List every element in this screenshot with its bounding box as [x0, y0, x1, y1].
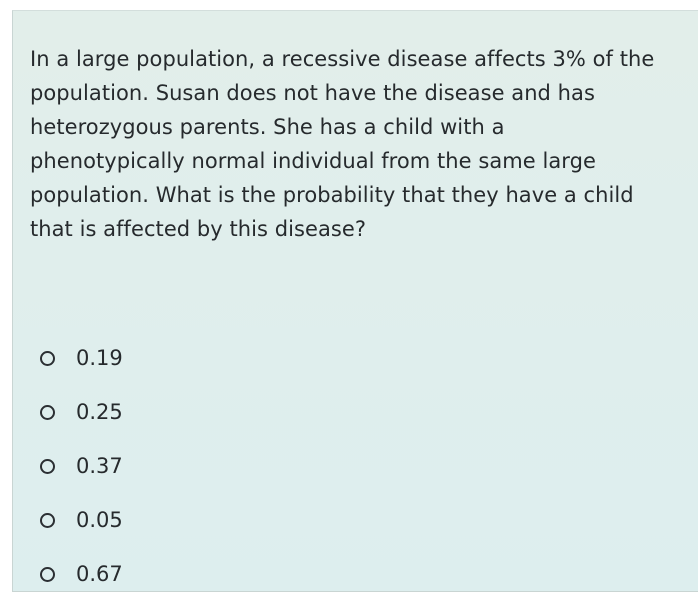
question-line: heterozygous parents. She has a child with a [30, 115, 505, 139]
radio-button-icon[interactable] [40, 567, 55, 582]
answer-option-3[interactable] [40, 439, 123, 493]
question-line: population. Susan does not have the disease and has [30, 81, 595, 105]
answer-option-label[interactable]: 0.25 [76, 400, 123, 424]
answer-options [40, 331, 123, 601]
radio-button-icon[interactable] [40, 513, 55, 528]
answer-option-label[interactable]: 0.05 [76, 508, 123, 532]
question-line: In a large population, a recessive disease affects 3% of the [30, 47, 655, 71]
answer-option-label[interactable]: 0.19 [76, 346, 123, 370]
question-card [12, 10, 698, 592]
answer-option-1[interactable] [40, 331, 123, 385]
radio-button-icon[interactable] [40, 459, 55, 474]
question-line: phenotypically normal individual from the same large [30, 149, 596, 173]
answer-option-label[interactable]: 0.67 [76, 562, 123, 586]
answer-option-4[interactable] [40, 493, 123, 547]
question-text [30, 42, 670, 246]
radio-button-icon[interactable] [40, 405, 55, 420]
radio-button-icon[interactable] [40, 351, 55, 366]
answer-option-label[interactable]: 0.37 [76, 454, 123, 478]
answer-option-5[interactable] [40, 547, 123, 601]
question-line: population. What is the probability that they have a child [30, 183, 634, 207]
question-line: that is affected by this disease? [30, 217, 367, 241]
answer-option-2[interactable] [40, 385, 123, 439]
